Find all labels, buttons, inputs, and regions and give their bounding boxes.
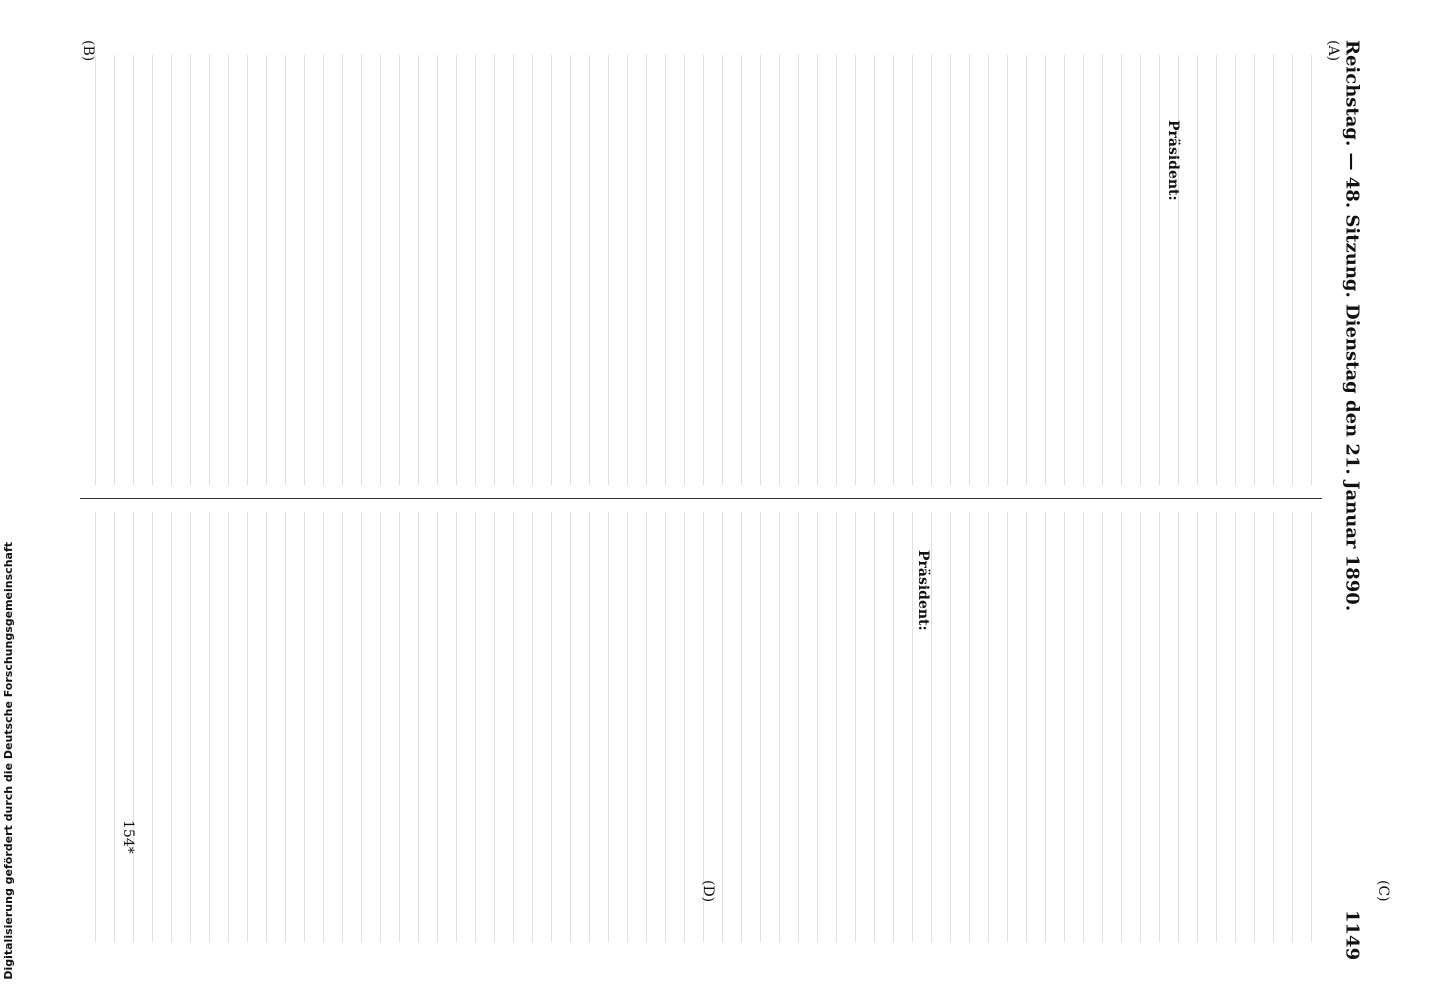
column-divider — [80, 498, 1322, 499]
digitization-credit: Digitalisierung gefördert durch die Deutsche Forschungsgemeinschaft — [2, 542, 15, 980]
text-column-right-page-half — [95, 512, 1312, 942]
page-number: 1149 — [1341, 909, 1363, 960]
speaker-president-2: Präsident: — [915, 550, 931, 631]
text-column-left-page-half — [95, 55, 1312, 485]
running-header — [1332, 40, 1372, 960]
margin-marker-c: (C) — [1375, 880, 1391, 902]
speaker-president-1: Präsident: — [1165, 120, 1181, 201]
margin-marker-d: (D) — [700, 880, 716, 903]
margin-marker-a: (A) — [1325, 40, 1341, 62]
margin-marker-b: (B) — [80, 40, 96, 62]
running-title: Reichstag. — 48. Sitzung. Dienstag den 21. Januar 1890. — [1341, 40, 1363, 612]
footer-note: 154* — [120, 820, 136, 854]
